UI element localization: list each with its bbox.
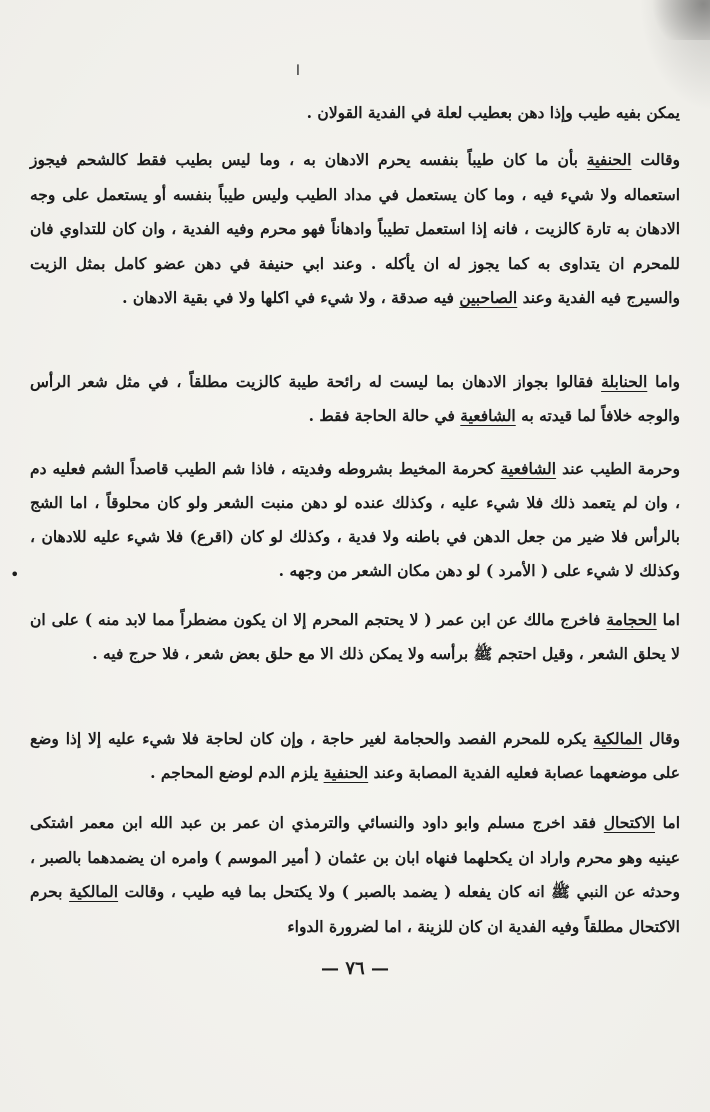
margin-bullet: • [10, 565, 20, 584]
paragraph-2-lead: وقالت [640, 150, 681, 169]
paragraph-3-end: في حالة الحاجة فقط . [308, 406, 461, 425]
paragraph-1 [30, 96, 680, 130]
paragraph-3-rest: فقالوا بجواز الادهان بما ليست له رائحة طيبة كالزيت مطلقاً ، في مثل شعر الرأس والوجه خلافاً لما قيدته به [30, 372, 680, 425]
paragraph-7-term: الاكتحال [603, 813, 655, 832]
paragraph-3-lead: واما [655, 372, 680, 391]
paragraph-6-term: المالكية [593, 729, 643, 748]
paragraph-4 [30, 452, 680, 588]
paragraph-6-lead: وقال [649, 729, 680, 748]
paragraph-6-term2: الحنفية [323, 763, 369, 782]
paragraph-5-term: الحجامة [606, 610, 657, 629]
paragraph-4-lead: وحرمة الطيب عند [562, 459, 680, 478]
paragraph-2-term: الحنفية [586, 150, 632, 169]
paragraph-5 [30, 603, 680, 671]
paragraph-7-term2: المالكية [69, 882, 119, 901]
paragraph-7-rest: فقد اخرج مسلم وابو داود والنسائي والترمذي ان عمر بن عبد الله ابن معمر اشتكى عينيه وهو محرم واراد ان يكحلهما فنهاه ابان بن عثمان ( أمير الموسم ) وامره ان يضمدهما بالصبر ، وحدثه عن النبي ﷺ انه كان يفعله ( يضمد بالصبر ) ولا يكتحل بما فيه طيب ، وقالت [30, 813, 680, 901]
paragraph-2-rest: بأن ما كان طيباً بنفسه يحرم الادهان به ، وما ليس بطيب فقط كالشحم فيجوز استعماله ولا شيء فيه ، وما كان يستعمل في مداد الطيب وليس طيباً بنفسه أو يستعمل على وجه الادهان به تارة كالزيت ، فانه إذا استعمل تطيباً وادهاناً فهو محرم وفيه الفدية ، وان كان للتداوي فان للمحرم ان يتداوى به كما يجوز له ان يأكله . وعند ابي حنيفة في دهن عضو كامل بمثل الزيت والسيرج فيه الفدية وعند [30, 150, 680, 307]
paragraph-3 [30, 365, 680, 433]
paragraph-5-rest: فاخرج مالك عن ابن عمر ( لا يحتجم المحرم إلا ان يكون مضطراً مما لابد منه ) على ان لا يحلق الشعر ، وقيل احتجم ﷺ برأسه ولا يمكن ذلك الا مع حلق بعض شعر ، فلا حرج فيه . [30, 610, 680, 663]
paragraph-7 [30, 806, 680, 944]
paragraph-6-rest: يكره للمحرم الفصد والحجامة لغير حاجة ، وإن كان لحاجة فلا شيء عليه إلا إذا وضع على موضعهما عصابة فعليه الفدية المصابة وعند [30, 729, 680, 782]
paragraph-2-term2: الصاحبين [459, 288, 518, 307]
paragraph-3-term: الحنابلة [601, 372, 648, 391]
paragraph-1-text: يمكن بفيه طيب وإذا دهن بعطيب لعلة في الفدية القولان . [306, 103, 680, 122]
paragraph-5-lead: اما [662, 610, 680, 629]
paragraph-4-term: الشافعية [500, 459, 557, 478]
paragraph-6-end: يلزم الدم لوضع المحاجم . [150, 763, 324, 782]
paragraph-7-end: بحرم الاكتحال مطلقاً وفيه الفدية ان كان للزينة ، اما لضرورة الدواء [30, 882, 680, 936]
paragraph-2 [30, 143, 680, 316]
top-mark: ا [296, 63, 300, 79]
paragraph-4-rest: كحرمة المخيط بشروطه وفديته ، فاذا شم الطيب قاصداً الشم فعليه دم ، وان لم يتعمد ذلك فلا شيء عليه ، وكذلك عنده لو دهن منبت الشعر ولو كان محلوقاً ، اما الشج بالرأس فلا ضير من جعل الدهن في باطنه ولا فدية ، وكذلك لو كان (اقرع) فلا شيء عليه للادهان ، وكذلك لا شيء على ( الأمرد ) لو دهن مكان الشعر من وجهه . [30, 459, 680, 580]
paragraph-2-end: فيه صدقة ، ولا شيء في اكلها ولا في بقية الادهان . [122, 288, 460, 307]
page-number: — ٧٦ — [321, 958, 389, 979]
scan-corner-shadow [640, 0, 710, 40]
paragraph-7-lead: اما [662, 813, 681, 832]
paragraph-6 [30, 722, 680, 790]
paragraph-3-term2: الشافعية [460, 406, 516, 425]
